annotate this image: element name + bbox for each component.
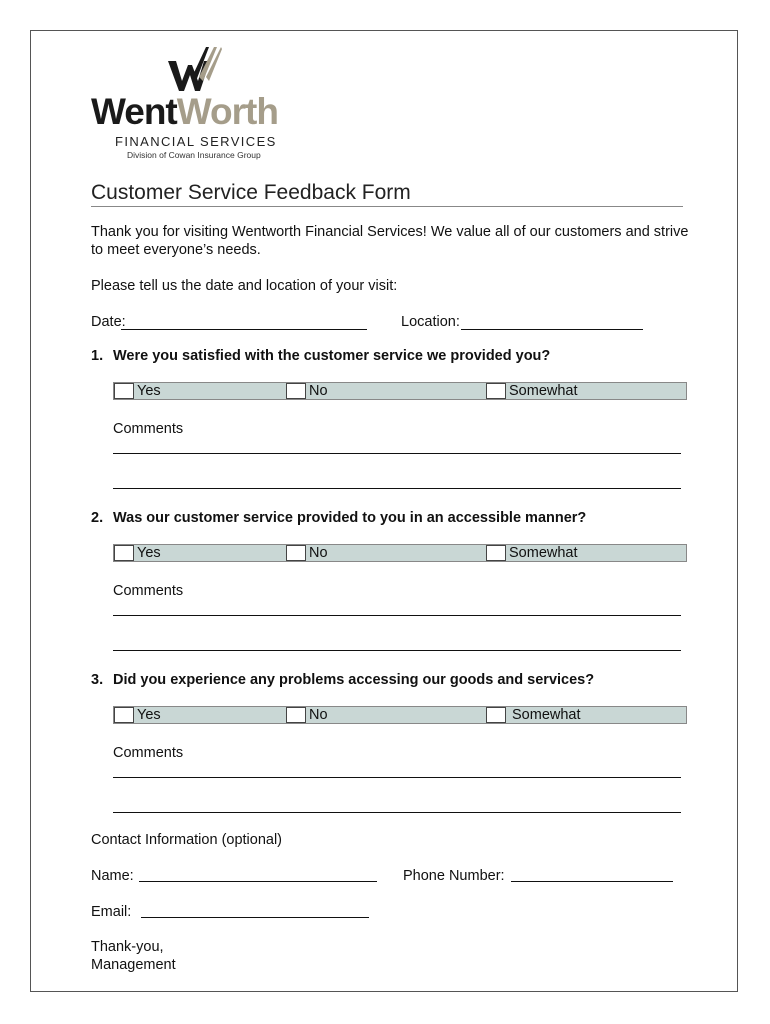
checkbox[interactable] [114, 545, 134, 561]
checkbox[interactable] [114, 707, 134, 723]
brand-subtitle: FINANCIAL SERVICES [115, 134, 277, 149]
name-label: Name: [91, 868, 134, 884]
question-2-text: Was our customer service provided to you in an accessible manner? [113, 510, 587, 526]
question-1-number: 1. [91, 348, 104, 364]
option-label: Somewhat [512, 707, 581, 723]
brand-word-worth: Worth [176, 91, 278, 132]
brand-word-went: Went [91, 91, 177, 132]
question-2-comment-line-2[interactable] [113, 650, 681, 651]
question-3-option-yes[interactable] [114, 707, 161, 723]
checkbox[interactable] [286, 707, 306, 723]
checkbox[interactable] [286, 383, 306, 399]
question-3-comments-label: Comments [113, 745, 184, 761]
question-1-comment-line-1[interactable] [113, 453, 681, 454]
phone-field[interactable] [511, 881, 673, 882]
email-field[interactable] [141, 917, 369, 918]
question-2-comments-label: Comments [113, 583, 184, 599]
question-3 [91, 671, 594, 689]
question-3-option-somewhat[interactable] [486, 707, 581, 723]
question-2-options [113, 544, 687, 562]
question-1-text: Were you satisfied with the customer service we provided you? [113, 348, 551, 364]
option-label: No [309, 707, 328, 723]
question-2-comment-line-1[interactable] [113, 615, 681, 616]
question-3-comment-line-1[interactable] [113, 777, 681, 778]
location-field[interactable] [461, 329, 643, 330]
location-label: Location: [401, 314, 460, 330]
question-2 [91, 509, 586, 527]
option-label: Somewhat [509, 545, 578, 561]
date-field[interactable] [121, 329, 367, 330]
question-3-number: 3. [91, 672, 104, 688]
question-3-comment-line-2[interactable] [113, 812, 681, 813]
question-1-options [113, 382, 687, 400]
form-page [30, 30, 738, 992]
question-2-number: 2. [91, 510, 104, 526]
question-3-options [113, 706, 687, 724]
option-label: Yes [137, 545, 161, 561]
visit-prompt: Please tell us the date and location of your visit: [91, 278, 398, 294]
date-label: Date: [91, 314, 126, 330]
option-label: No [309, 545, 328, 561]
brand-wordmark [91, 93, 278, 130]
checkbox[interactable] [114, 383, 134, 399]
option-label: No [309, 383, 328, 399]
email-label: Email: [91, 904, 132, 920]
signoff-line-2: Management [91, 957, 176, 973]
question-2-option-yes[interactable] [114, 545, 161, 561]
question-1 [91, 347, 550, 365]
question-1-comments-label: Comments [113, 421, 184, 437]
question-1-option-somewhat[interactable] [486, 383, 578, 399]
phone-label: Phone Number: [403, 868, 505, 884]
contact-heading: Contact Information (optional) [91, 832, 283, 848]
question-2-option-no[interactable] [286, 545, 328, 561]
option-label: Somewhat [509, 383, 578, 399]
question-3-option-no[interactable] [286, 707, 328, 723]
wentworth-w-mark-icon [166, 47, 222, 93]
checkbox[interactable] [286, 545, 306, 561]
signoff-line-1: Thank-you, [91, 939, 164, 955]
brand-division: Division of Cowan Insurance Group [127, 150, 261, 160]
option-label: Yes [137, 383, 161, 399]
question-1-comment-line-2[interactable] [113, 488, 681, 489]
intro-text: Thank you for visiting Wentworth Financial Services! We value all of our customers and strive to meet everyone’s needs. [91, 224, 689, 258]
name-field[interactable] [139, 881, 377, 882]
checkbox[interactable] [486, 707, 506, 723]
question-3-text: Did you experience any problems accessing our goods and services? [113, 672, 595, 688]
question-1-option-yes[interactable] [114, 383, 161, 399]
checkbox[interactable] [486, 545, 506, 561]
question-2-option-somewhat[interactable] [486, 545, 578, 561]
question-1-option-no[interactable] [286, 383, 328, 399]
form-title: Customer Service Feedback Form [91, 181, 411, 204]
checkbox[interactable] [486, 383, 506, 399]
option-label: Yes [137, 707, 161, 723]
title-divider [91, 206, 683, 207]
